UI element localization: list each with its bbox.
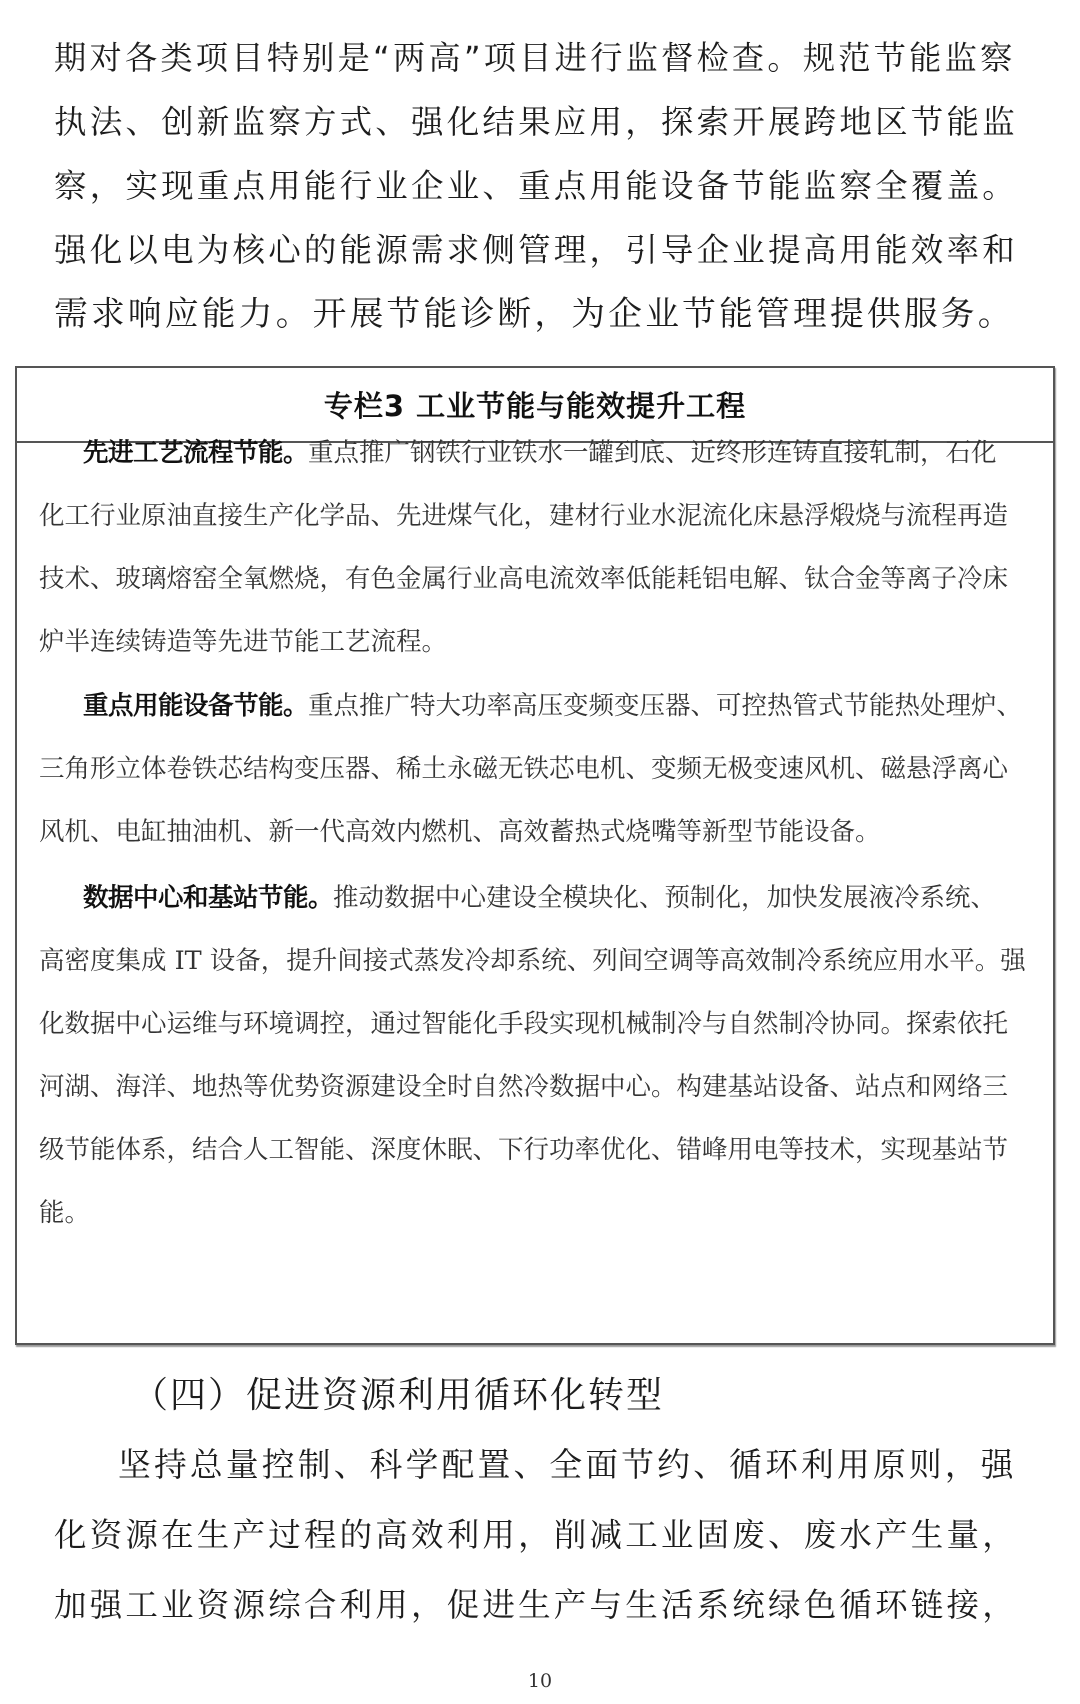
box-text-line: 技术、玻璃熔窑全氧燃烧，有色金属行业高电流效率低能耗铝电解、钛合金等离子冷床 [39,564,1009,594]
box-text-line: 风机、电缸抽油机、新一代高效内燃机、高效蓄热式烧嘴等新型节能设备。 [39,817,881,847]
feature-column-box [15,366,1055,1345]
box-paragraph-first-line [83,883,996,913]
box-text-line: 级节能体系，结合人工智能、深度休眠、下行功率优化、错峰用电等技术，实现基站节 [39,1135,1009,1165]
body-text-line: 化资源在生产过程的高效利用，削减工业固废、废水产生量， [54,1516,1018,1554]
box-text: 重点推广钢铁行业铁水一罐到底、近终形连铸直接轧制，石化 [308,438,997,468]
body-text-line: 期对各类项目特别是“两高”项目进行监督检查。规范节能监察 [54,39,1016,77]
body-text-line: 强化以电为核心的能源需求侧管理，引导企业提高用能效率和 [54,231,1018,269]
body-text-line: 加强工业资源综合利用，促进生产与生活系统绿色循环链接， [54,1586,1018,1624]
page-number: 10 [527,1670,553,1692]
body-text-line: 察，实现重点用能行业企业、重点用能设备节能监察全覆盖。 [54,167,1018,205]
box-section-heading: 重点用能设备节能。 [83,691,309,721]
body-text-line: 需求响应能力。开展节能诊断，为企业节能管理提供服务。 [54,294,1015,333]
box-section-heading: 数据中心和基站节能。 [83,883,334,913]
box-text-line: 炉半连续铸造等先进节能工艺流程。 [39,627,448,657]
box-text-line: 化数据中心运维与环境调控，通过智能化手段实现机械制冷与自然制冷协同。探索依托 [39,1009,1009,1039]
box-text-line: 化工行业原油直接生产化学品、先进煤气化，建材行业水泥流化床悬浮煅烧与流程再造 [39,501,1009,531]
column-box-title: 专栏3 工业节能与能效提升工程 [17,368,1053,443]
box-text-line: 高密度集成 IT 设备，提升间接式蒸发冷却系统、列间空调等高效制冷系统应用水平。强 [39,946,1026,976]
box-section-heading: 先进工艺流程节能。 [83,438,309,468]
section-heading: （四）促进资源利用循环化转型 [132,1375,665,1416]
box-text: 推动数据中心建设全模块化、预制化，加快发展液冷系统、 [333,883,997,913]
box-paragraph-first-line [83,438,997,468]
box-text-line: 三角形立体卷铁芯结构变压器、稀土永磁无铁芯电机、变频无极变速风机、磁悬浮离心 [39,754,1009,784]
box-text-line: 河湖、海洋、地热等优势资源建设全时自然冷数据中心。构建基站设备、站点和网络三 [39,1072,1009,1102]
box-text-line: 能。 [39,1198,91,1228]
box-paragraph-first-line [83,691,1022,721]
body-text-line: 执法、创新监察方式、强化结果应用，探索开展跨地区节能监 [54,103,1018,141]
box-text: 重点推广特大功率高压变频变压器、可控热管式节能热处理炉、 [308,691,1023,721]
body-text-line: 坚持总量控制、科学配置、全面节约、循环利用原则，强 [118,1446,1017,1484]
